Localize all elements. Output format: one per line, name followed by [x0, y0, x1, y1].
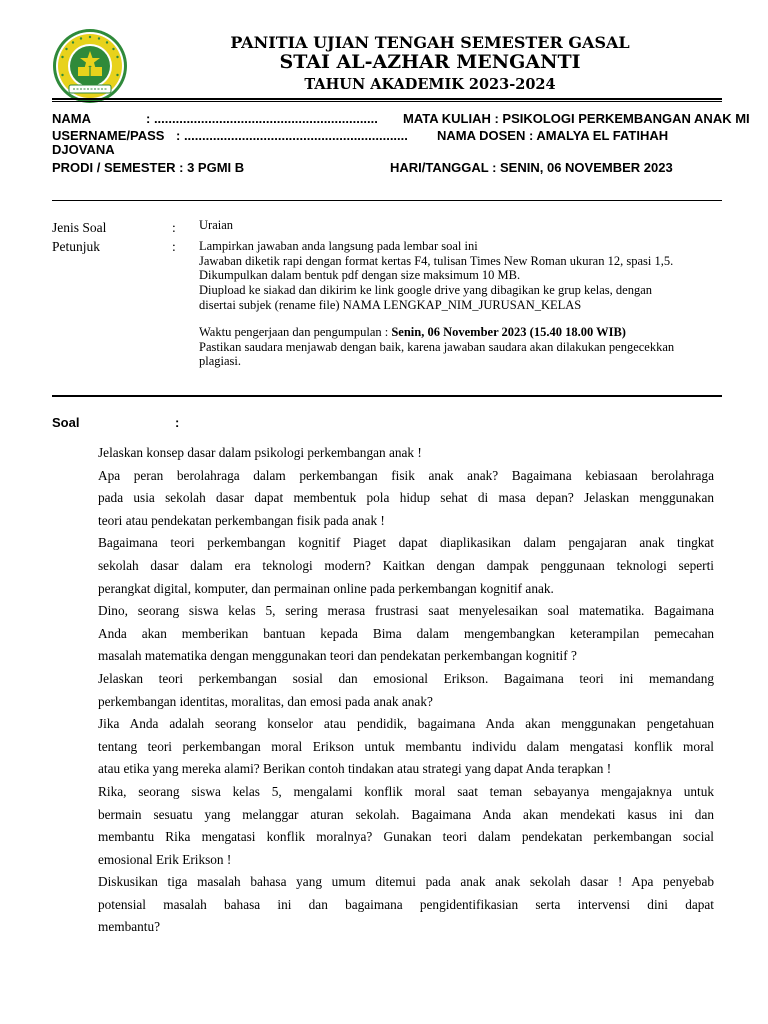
question-line: Dino, seorang siswa kelas 5, sering merasa frustrasi saat menyelesaikan soal matematika. Bagaimana [98, 603, 714, 619]
mata-kuliah: MATA KULIAH : PSIKOLOGI PERKEMBANGAN ANAK MI [403, 111, 750, 126]
instructions-divider [52, 395, 722, 397]
question-line: Diskusikan tiga masalah bahasa yang umum ditemui pada anak anak sekolah dasar ! Apa penyebab [98, 874, 714, 890]
hari-tanggal: HARI/TANGGAL : SENIN, 06 NOVEMBER 2023 [390, 160, 673, 175]
header-divider [52, 98, 722, 100]
username-label: USERNAME/PASS [52, 128, 165, 143]
question-line: Bagaimana teori perkembangan kognitif Piaget dapat diaplikasikan dalam pengajaran anak tingkat [98, 535, 714, 551]
instruction-line: disertai subjek (rename file) NAMA LENGKAP_NIM_JURUSAN_KELAS [199, 297, 582, 312]
question-line: Anda akan memberikan bantuan kepada Bima dalam mengembangkan keterampilan pemecahan [98, 625, 714, 641]
petunjuk-label: Petunjuk [52, 239, 101, 254]
deadline-line [199, 325, 739, 340]
soal-label: Soal [52, 415, 80, 430]
jenis-soal-value: Uraian [199, 218, 234, 232]
question-line: tentang teori perkembangan moral Erikson untuk membantu individu dalam mengatasi konflik moral [98, 738, 714, 754]
question-line: atau etika yang mereka alami? Berikan contoh tindakan atau strategi yang dapat Anda terapkan ! [98, 761, 612, 777]
instructions-text [199, 218, 739, 369]
plagiarism-note-cont: plagiasi. [199, 354, 242, 369]
academic-year: TAHUN AKADEMIK 2023-2024 [304, 76, 556, 93]
question-line: pada usia sekolah dasar dapat membentuk pola hidup sehat di masa depan? Jelaskan menggunakan [98, 490, 714, 506]
question-line: Apa peran berolahraga dalam perkembangan fisik anak anak? Bagaimana kebiasaan berolahraga [98, 467, 714, 483]
question-line: bermain sesuatu yang melanggar aturan sekolah. Bagaimana Anda akan mendekati kasus ini dan [98, 806, 714, 822]
question-list [98, 442, 714, 939]
university-seal-icon [51, 27, 129, 105]
nama-dosen: NAMA DOSEN : AMALYA EL FATIHAH [437, 128, 669, 143]
dosen-name-continued: DJOVANA [52, 142, 115, 157]
question-line: Jika Anda adalah seorang konselor atau pendidik, bagaimana Anda akan menggunakan pengetahuan [98, 716, 714, 732]
committee-title: PANITIA UJIAN TENGAH SEMESTER GASAL [230, 33, 630, 52]
nama-field[interactable]: : .............................................................. [146, 111, 378, 126]
deadline-date: Senin, 06 November 2023 (15.40 18.00 WIB) [391, 324, 626, 339]
header-divider-thin [52, 101, 722, 102]
jenis-soal-colon: : [172, 220, 176, 235]
instruction-line: Lampirkan jawaban anda langsung pada lembar soal ini [199, 238, 478, 253]
question-line: perangkat digital, komputer, dan permainan online pada perkembangan kognitif anak. [98, 580, 554, 596]
question-line: sekolah dasar dalam era teknologi modern? Kaitkan dengan dampak penggunaan teknologi seperti [98, 557, 714, 573]
question-line: Jelaskan teori perkembangan sosial dan emosional Erikson. Bagaimana teori ini memandang [98, 670, 714, 686]
prodi-semester: PRODI / SEMESTER : 3 PGMI B [52, 160, 245, 175]
plagiarism-note: Pastikan saudara menjawab dengan baik, karena jawaban saudara akan dilakukan pengecekkan [199, 339, 675, 354]
soal-colon: : [175, 415, 180, 430]
question-line: perkembangan identitas, moralitas, dan emosi pada anak anak? [98, 693, 433, 709]
instruction-line: Diupload ke siakad dan dikirim ke link google drive yang dibagikan ke grup kelas, dengan [199, 283, 653, 298]
question-line: emosional Erik Erikson ! [98, 851, 232, 867]
question-line: masalah matematika dengan menggunakan teori dan pendekatan perkembangan kognitif ? [98, 648, 577, 664]
jenis-soal-label: Jenis Soal [52, 220, 107, 235]
question-line: Rika, seorang siswa kelas 5, mengalami konflik moral saat teman sebayanya mengajaknya untuk [98, 783, 714, 799]
question-line: teori atau pendekatan perkembangan fisik pada anak ! [98, 512, 385, 528]
nama-label: NAMA [52, 111, 91, 126]
question-line: potensial masalah bahasa ini dan bagaimana pengidentifikasian serta intervensi dini dapat [98, 896, 714, 912]
identity-divider [52, 200, 722, 201]
petunjuk-colon: : [172, 239, 176, 254]
instruction-line: Dikumpulkan dalam bentuk pdf dengan size maksimum 10 MB. [199, 268, 521, 283]
question-line: membantu Rika mengatasi konflik moralnya? Gunakan teori dalam pendekatan perkembangan social [98, 829, 714, 845]
instruction-line: Jawaban diketik rapi dengan format kertas F4, tulisan Times New Roman ukuran 12, spasi 1,5. [199, 253, 674, 268]
question-line: membantu? [98, 919, 161, 935]
deadline-prefix: Waktu pengerjaan dan pengumpulan : [199, 324, 392, 339]
username-field[interactable]: : .............................................................. [176, 128, 408, 143]
question-line: Jelaskan konsep dasar dalam psikologi perkembangan anak ! [98, 445, 422, 460]
institution-name: STAI AL-AZHAR MENGANTI [279, 51, 581, 73]
